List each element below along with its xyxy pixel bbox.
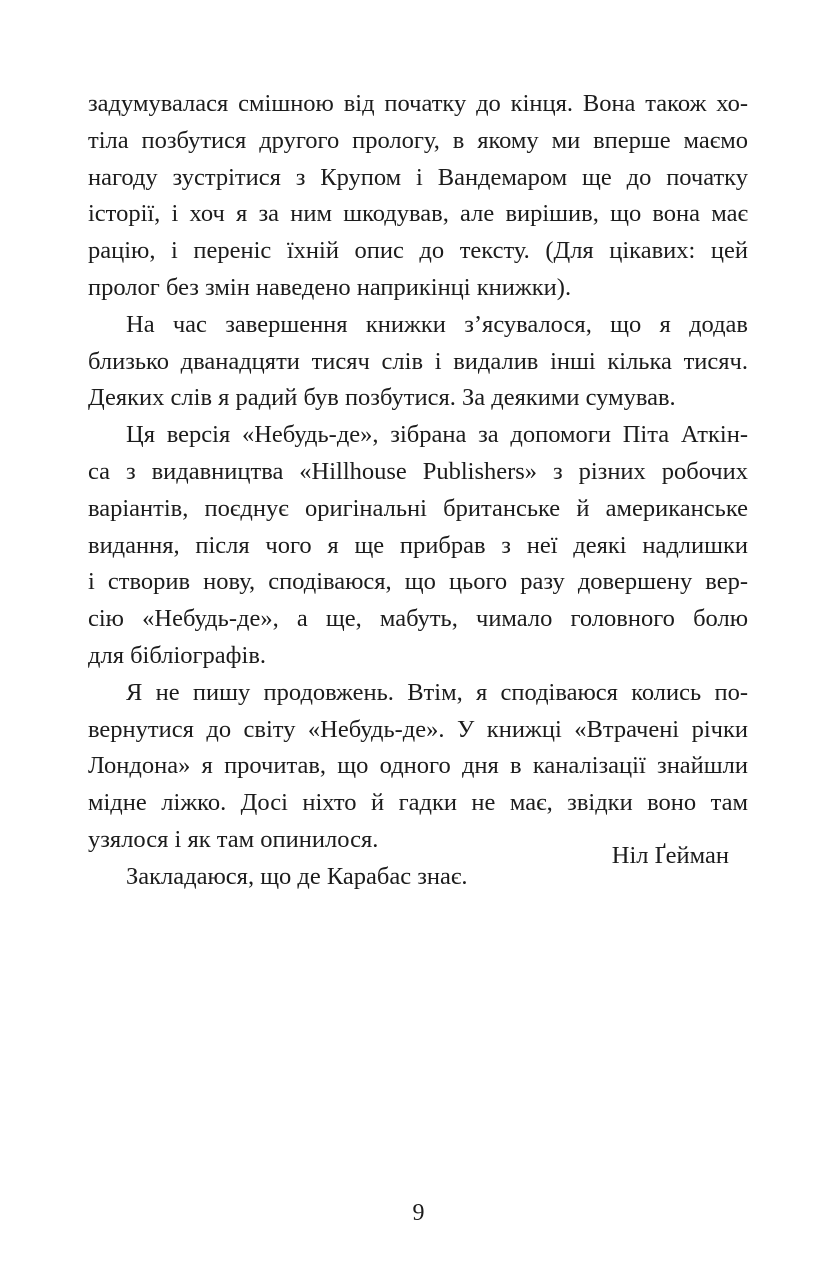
text-line: для бібліографів. (88, 641, 267, 669)
text-line: Закладаюся, що де Карабас знає. (126, 862, 468, 890)
page-number: 9 (412, 1200, 425, 1226)
author-signature: Ніл Ґейман (611, 842, 729, 869)
text-line: пролог без змін наведено наприкінці книжки). (88, 273, 572, 301)
text-line: мідне ліжко. Досі ніхто й гадки не має, звідки воно там (88, 789, 748, 817)
text-line: сію «Небудь-де», а ще, мабуть, чимало головного болю (88, 605, 748, 633)
text-line: Ця версія «Небудь-де», зібрана за допомоги Піта Аткін- (126, 421, 748, 449)
text-line: На час завершення книжки з’ясувалося, що я додав (126, 310, 748, 338)
text-line: видання, після чого я ще прибрав з неї деякі надлишки (88, 531, 748, 559)
text-line: історії, і хоч я за ним шкодував, але вирішив, що вона має (88, 200, 748, 228)
text-line: рацію, і переніс їхній опис до тексту. (Для цікавих: цей (88, 237, 748, 265)
text-line: нагоду зустрітися з Крупом і Вандемаром ще до початку (88, 163, 748, 191)
paragraph (88, 417, 748, 675)
text-line: са з видавництва «Hillhouse Publishers» з різних робочих (88, 457, 748, 485)
text-line: і створив нову, сподіваюся, що цього разу довершену вер- (88, 568, 748, 596)
paragraph (88, 307, 748, 417)
text-line: Лондона» я прочитав, що одного дня в каналізації знайшли (88, 752, 748, 780)
text-line: варіантів, поєднує оригінальні британське й американське (88, 494, 748, 522)
text-line: Я не пишу продовжень. Втім, я сподіваюся колись по- (126, 678, 748, 706)
text-line: Деяких слів я радий був позбутися. За деякими сумував. (88, 384, 676, 412)
text-line: близько дванадцяти тисяч слів і видалив інші кілька тисяч. (88, 347, 748, 375)
text-line: узялося і як там опинилося. (88, 825, 379, 853)
text-line: вернутися до світу «Небудь-де». У книжці «Втрачені річки (88, 715, 748, 743)
paragraph (88, 675, 748, 859)
body-text (88, 86, 748, 896)
text-line: задумувалася смішною від початку до кінця. Вона також хо- (88, 90, 748, 117)
text-line: тіла позбутися другого прологу, в якому ми вперше маємо (88, 126, 748, 154)
paragraph (88, 86, 748, 307)
